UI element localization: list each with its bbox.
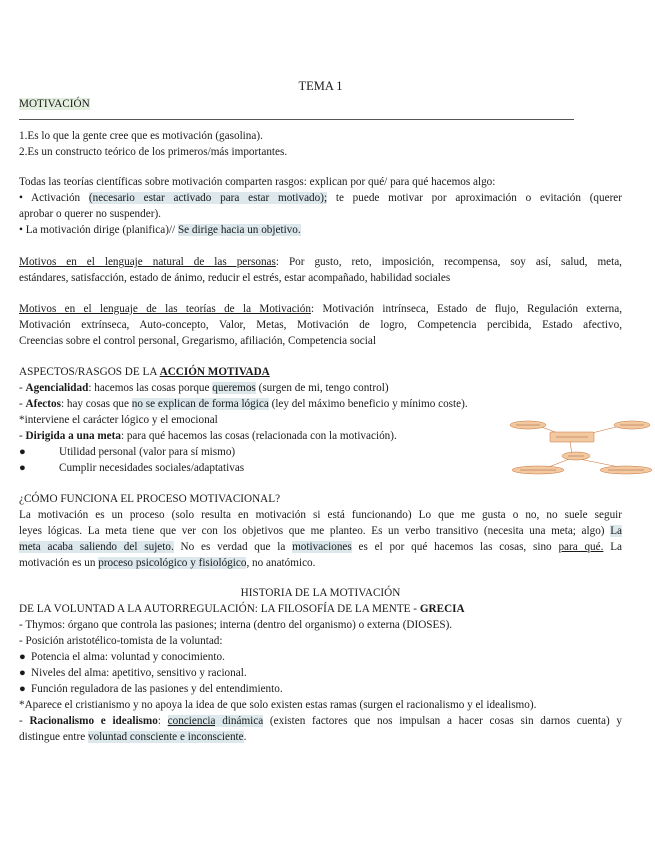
aspects-note: *interviene el carácter lógico y el emocional (19, 414, 218, 426)
list-item: ● Función reguladora de las pasiones y del entendimiento. (19, 683, 283, 695)
activation-post: te puede motivar por aproximación o evitación (querer (327, 192, 622, 204)
affects-label: Afectos (25, 398, 61, 410)
intro-line-2: 2.Es un constructo teórico de los primeros/más importantes. (19, 146, 288, 158)
affects-post: (ley del máximo beneficio y mínimo coste). (268, 398, 468, 410)
activation-highlight: (necesario estar activado para estar motivado); (88, 192, 328, 204)
direction-pre: • La motivación dirige (planifica)// (19, 224, 178, 236)
heading-rule (19, 119, 574, 120)
history-title: HISTORIA DE LA MOTIVACIÓN (240, 587, 401, 599)
how-line-3-highlight: meta acaba saliendo del sujeto. (19, 541, 174, 553)
natural-label: Motivos en el lenguaje natural de las personas (19, 256, 276, 268)
how-line-4-post: , no anatómico. (246, 557, 316, 569)
goal-post: : para qué hacemos las cosas (relacionada con la motivación). (120, 430, 397, 442)
how-line-3-highlight-2: motivaciones (292, 541, 352, 553)
list-item: ● Cumplir necesidades sociales/adaptativas (19, 462, 245, 474)
history-subtitle-pre: DE LA VOLUNTAD A LA AUTORREGULACIÓN: LA FILOSOFÍA DE LA MENTE - (19, 603, 420, 615)
agency-pre: : hacemos las cosas porque (88, 382, 213, 394)
list-item-text: Utilidad personal (valor para sí mismo) (59, 446, 236, 458)
list-item-text: Niveles del alma: apetitivo, sensitivo y racional. (31, 667, 247, 679)
how-line-2 (19, 523, 622, 539)
intro-line-1: 1.Es lo que la gente cree que es motivación (gasolina). (19, 130, 263, 142)
position-line: - Posición aristotélico-tomista de la voluntad: (19, 635, 223, 647)
theory-line-2: Motivación extrínseca, Auto-concepto, Valor, Metas, Motivación de logro, Competencia percibida, Estado afectivo, (19, 319, 622, 331)
goal-line: - Dirigida a una meta: para qué hacemos las cosas (relacionada con la motivación). (19, 430, 397, 442)
aspects-title-pre: ASPECTOS/RASGOS DE LA (19, 366, 160, 378)
how-line-2-pre: leyes lógicas. La meta tiene que ver con los objetivos que me planteo. Es un verbo transitivo (necesita una meta; algo) (19, 525, 611, 537)
how-line-4-pre: motivación es un (19, 557, 99, 569)
how-line-3-mid: No es verdad que la (173, 541, 293, 553)
list-item: ● Utilidad personal (valor para sí mismo) (19, 446, 236, 458)
goal-label: Dirigida a una meta (25, 430, 121, 442)
direction-bullet (19, 222, 622, 238)
aspects-title-underlined: ACCIÓN MOTIVADA (159, 366, 270, 378)
how-line-1: La motivación es un proceso (solo resulta en motivación si está funcionando) Lo que me gusta o no, no suele seguir (19, 509, 622, 521)
list-item-text: Función reguladora de las pasiones y del entendimiento. (31, 683, 283, 695)
how-line-4-highlight: proceso psicológico y fisiológico (98, 557, 247, 569)
thymos-line: - Thymos: órgano que controla las pasiones; interna (dentro del organismo) o externa (DIOSES). (19, 619, 453, 631)
how-line-3-underlined: para qué. (558, 541, 604, 553)
affects-highlight: no se explican de forma lógica (131, 398, 269, 410)
how-line-3-mid-2: es el por qué hacemos las cosas, sino (351, 541, 559, 553)
rationalism-line: - Racionalismo e idealismo: conciencia dinámica (existen factores que nos impulsan a hacer cosas sin darnos cuenta) y (19, 715, 622, 727)
list-item-text: Potencia el alma: voluntad y conocimiento. (31, 651, 225, 663)
will-post: . (243, 731, 247, 743)
heading-text: MOTIVACIÓN (19, 98, 90, 110)
page-title: TEMA 1 (298, 79, 343, 93)
rationalism-label: Racionalismo e idealismo (29, 715, 158, 727)
theory-line-3: Creencias sobre el control personal, Gregarismo, afiliación, Competencia social (19, 335, 376, 347)
rationalism-colon: : (157, 715, 168, 727)
theory-line-1 (19, 301, 622, 317)
rationalism-post: (existen factores que nos impulsan a hacer cosas sin darnos cuenta) y (263, 715, 622, 727)
history-subtitle (19, 601, 622, 617)
concept-map-image (506, 416, 654, 480)
how-line-2-highlight: La (610, 525, 622, 537)
activation-cont: aprobar o querer no suspender). (19, 208, 161, 220)
rationalism-highlight: dinámica (215, 715, 264, 727)
agency-highlight: queremos (212, 382, 256, 394)
how-line-3 (19, 539, 622, 555)
affects-pre: : hay cosas que (60, 398, 132, 410)
list-item-text: Cumplir necesidades sociales/adaptativas (59, 462, 245, 474)
will-pre: distingue entre (19, 731, 88, 743)
direction-highlight: Se dirige hacia un objetivo. (177, 224, 301, 236)
activation-bullet (19, 190, 622, 206)
list-item: ● Niveles del alma: apetitivo, sensitivo y racional. (19, 667, 247, 679)
affects-line: - Afectos: hay cosas que no se explican de forma lógica (ley del máximo beneficio y mínimo coste). (19, 398, 468, 410)
how-line-4 (19, 555, 622, 571)
natural-line-2: estándares, satisfacción, estado de ánimo, reducir el estrés, estar acompañado, habilidad sociales (19, 272, 451, 284)
section-heading (19, 96, 622, 112)
agency-label: Agencialidad (25, 382, 89, 394)
aspects-title (19, 364, 622, 380)
how-line-3-end: La (603, 541, 622, 553)
natural-line-1 (19, 254, 622, 270)
will-highlight: voluntad consciente e inconsciente (87, 731, 244, 743)
agency-post: (surgen de mi, tengo control) (255, 382, 389, 394)
list-item: ● Potencia el alma: voluntad y conocimiento. (19, 651, 225, 663)
theory-label: Motivos en el lenguaje de las teorías de la Motivación (19, 303, 311, 315)
theory-rest: : Motivación intrínseca, Estado de flujo, Regulación externa, (310, 303, 622, 315)
will-line (19, 729, 622, 745)
activation-pre: • Activación (19, 192, 89, 204)
christianity-note: *Aparece el cristianismo y no apoya la idea de que solo existen estas ramas (surgen el racionalismo y el idealismo). (19, 699, 537, 711)
rationalism-underlined: conciencia (167, 715, 216, 727)
common-traits-line: Todas las teorías científicas sobre motivación comparten rasgos: explican por qué/ para qué hacemos algo: (19, 176, 496, 188)
how-question: ¿CÓMO FUNCIONA EL PROCESO MOTIVACIONAL? (19, 493, 281, 505)
agency-line: - Agencialidad: hacemos las cosas porque queremos (surgen de mi, tengo control) (19, 382, 389, 394)
history-subtitle-bold: GRECIA (419, 603, 465, 615)
natural-rest: : Por gusto, reto, imposición, recompensa, soy así, salud, meta, (275, 256, 622, 268)
